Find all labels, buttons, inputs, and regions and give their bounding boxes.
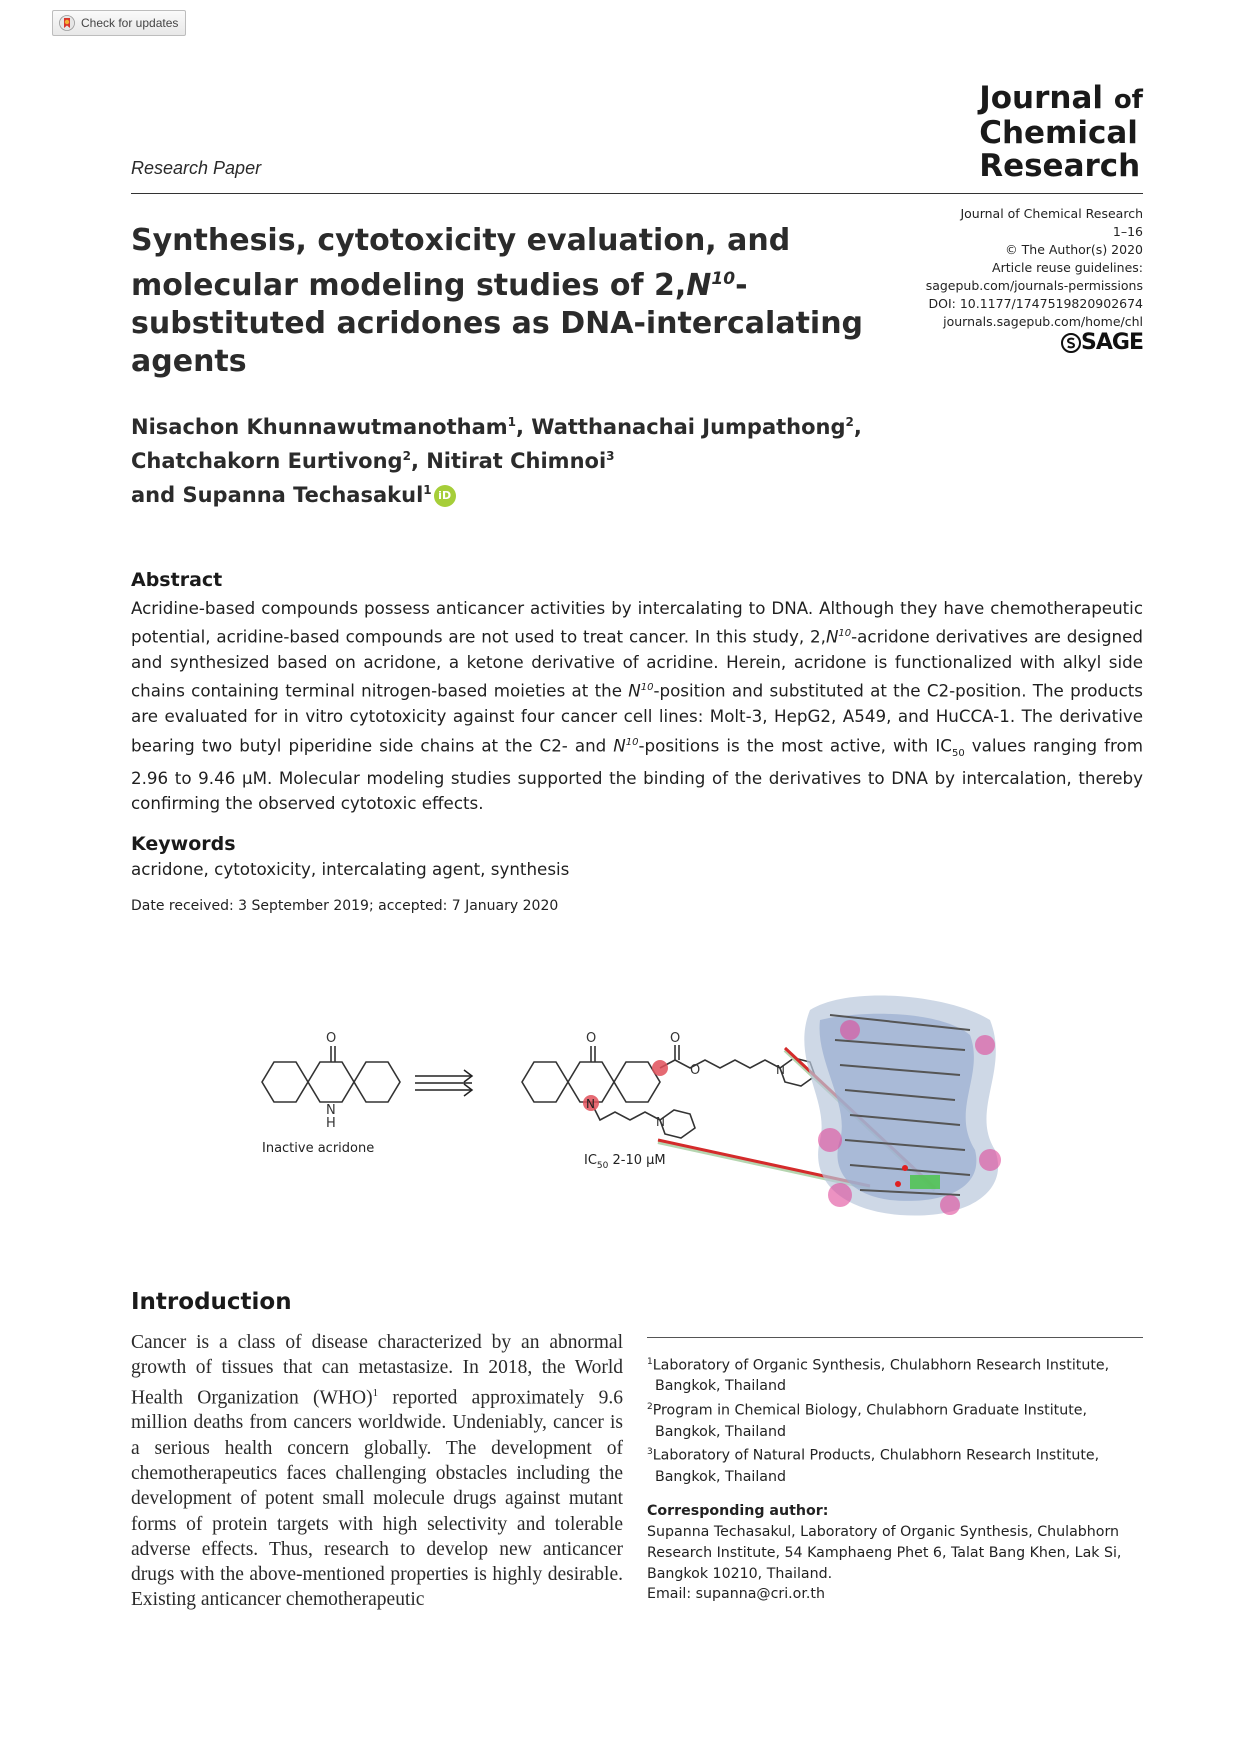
n-italic: N [825, 626, 839, 647]
check-for-updates-button[interactable] [52, 10, 186, 36]
reaction-arrows [415, 1070, 472, 1096]
sage-s-icon [1061, 333, 1081, 353]
header-rule [131, 193, 1143, 194]
abstract-body [131, 596, 1143, 816]
ester-o-label: O [670, 1031, 681, 1046]
meta-doi-link[interactable]: DOI: 10.1177/1747519820902674 [928, 296, 1143, 311]
abstract-text: -positions is the most active, with IC [638, 735, 952, 756]
meta-copyright: © The Author(s) 2020 [1005, 242, 1143, 257]
affiliation-item [647, 1352, 1143, 1397]
intro-text: Cancer is a class of disease characterized by an abnormal growth of tissues that can metastasize. In 2018, the World Health Organization (WHO) [131, 1332, 623, 1409]
abstract-text: values ranging from 2.96 to 9.46 μM. Molecular modeling studies supported the binding of the derivatives to DNA by intercalation, thereby confirming the observed cytotoxic effects. [131, 735, 1143, 814]
affiliation-item [647, 1442, 1143, 1487]
dates-received: Date received: 3 September 2019; accepted: 7 January 2020 [131, 898, 559, 914]
acridone-structure [262, 1046, 400, 1102]
article-title [131, 222, 931, 381]
affiliation-num: 3 [647, 1447, 653, 1458]
abstract-text: -acridone derivatives are designed and synthesized based on acridone, a ketone derivative of acridine. Herein, acridone is functionalized with alkyl side chains containing terminal nitrogen-based moieties at the [131, 626, 1143, 702]
affiliation-text: Program in Chemical Biology, Chulabhorn Graduate Institute, Bangkok, Thailand [652, 1402, 1088, 1440]
ester-o2-label: O [690, 1063, 701, 1078]
author-name[interactable]: Chatchakorn Eurtivong [131, 449, 403, 473]
author-affiliation: 3 [606, 449, 615, 463]
graphical-abstract-figure [250, 990, 1025, 1230]
product-o-label: O [586, 1031, 597, 1046]
author-name[interactable]: Nitirat Chimnoi [426, 449, 607, 473]
graphical-abstract [250, 990, 1025, 1230]
ic50-label: $IC_{50}$ 2-10 μM [584, 1153, 666, 1171]
corresponding-address: Supanna Techasakul, Laboratory of Organic Synthesis, Chulabhorn Research Institute, 54 Kamphaeng Phet 6, Talat Bang Khen, Lak Si, Bangkok 10210, Thailand. [647, 1524, 1122, 1582]
crossmark-icon [59, 15, 75, 31]
title-part1: Synthesis, cytotoxicity evaluation, and molecular modeling studies of 2, [131, 223, 791, 303]
n-italic: N [628, 681, 641, 702]
citation-ref[interactable]: 1 [372, 1386, 379, 1399]
piperidine-n2-label: N [656, 1115, 665, 1129]
affiliation-text: Laboratory of Natural Products, Chulabhorn Research Institute, Bangkok, Thailand [652, 1448, 1100, 1485]
sage-label: SAGE [1081, 330, 1143, 355]
article-meta [926, 205, 1143, 331]
meta-reuse-link[interactable]: sagepub.com/journals-permissions [925, 278, 1143, 293]
piperidine-n-label: N [776, 1063, 785, 1077]
acridone-o-label: O [326, 1031, 337, 1046]
n-italic: N [613, 735, 626, 756]
affiliation-num: 2 [647, 1402, 653, 1413]
author-name[interactable]: Supanna Techasakul [182, 483, 424, 507]
corresponding-heading: Corresponding author: [647, 1503, 829, 1520]
ic50-sub: 50 [951, 747, 965, 759]
logo-line3: Research [979, 148, 1141, 184]
acridone-h-label: H [326, 1116, 336, 1131]
logo-line1-suffix: of [1113, 85, 1143, 115]
affiliation-text: Laboratory of Organic Synthesis, Chulabhorn Research Institute, Bangkok, Thailand [652, 1357, 1110, 1395]
author-name[interactable]: Nisachon Khunnawutmanotham [131, 415, 508, 439]
orcid-icon[interactable]: iD [434, 485, 456, 507]
journal-logo [979, 82, 1143, 183]
author-affiliation: 2 [402, 449, 411, 463]
logo-line1: Journal [979, 80, 1104, 116]
keywords-text: acridone, cytotoxicity, intercalating agent, synthesis [131, 859, 570, 879]
corresponding-email[interactable]: Email: supanna@cri.or.th [647, 1586, 825, 1603]
check-for-updates-label: Check for updates [81, 16, 179, 30]
title-part2: -substituted acridones as DNA-intercalating agents [131, 268, 864, 379]
n-sup: 10 [625, 736, 639, 748]
authors-and: and [131, 483, 176, 507]
dna-model [804, 996, 1001, 1216]
title-italic: N [686, 268, 712, 303]
meta-reuse-label: Article reuse guidelines: [992, 260, 1143, 275]
acridone-n-label: N [326, 1103, 336, 1118]
inactive-acridone-label: Inactive acridone [262, 1141, 375, 1156]
footnote-rule [647, 1337, 1143, 1338]
section-label: Research Paper [131, 158, 262, 178]
abstract-text: -position and substituted at the C2-position. The products are evaluated for in vitro cytotoxicity against four cancer cell lines: Molt-3, HepG2, A549, and HuCCA-1. The derivative bearing two butyl piperidine side chains at the C2- and [131, 681, 1143, 756]
introduction-heading: Introduction [131, 1289, 292, 1315]
abstract-heading: Abstract [131, 569, 223, 591]
author-name[interactable]: Watthanachai Jumpathong [531, 415, 846, 439]
intro-text: reported approximately 9.6 million deaths from cancers worldwide. Undeniably, cancer is a serious health concern globally. The development of chemotherapeutics faces challenging obstacles including the development of potent small molecule drugs against mutant forms of protein targets with high selectivity and tolerable adverse effects. Thus, research to develop new anticancer drugs with the above-mentioned properties is highly desirable. Existing anticancer chemotherapeutic [131, 1387, 623, 1611]
introduction-body [131, 1330, 623, 1613]
affiliation-num: 1 [647, 1357, 653, 1367]
sage-logo [1061, 330, 1143, 355]
n-sup: 10 [640, 682, 654, 694]
meta-journal: Journal of Chemical Research [960, 206, 1143, 221]
author-list: Nisachon Khunnawutmanotham$^1$, Watthanachai Jumpathong$^2$, Chatchakorn Eurtivong$^2$, Nitirat Chimnoi$^3$ and Supanna Techasakul$^1$ iD [131, 415, 862, 507]
title-superscript: 10 [711, 269, 736, 289]
product-n-label: N [586, 1097, 595, 1111]
product-structure [522, 1045, 815, 1138]
logo-line2: Chemical [979, 115, 1138, 151]
keywords-heading: Keywords [131, 833, 236, 855]
abstract-text: Acridine-based compounds possess anticancer activities by intercalating to DNA. Although they have chemotherapeutic potential, acridine-based compounds are not used to treat cancer. In this study, 2, [131, 598, 1143, 647]
n-sup: 10 [838, 628, 852, 640]
affiliations [647, 1352, 1143, 1605]
affiliation-item [647, 1397, 1143, 1442]
meta-pages: 1–16 [1112, 224, 1143, 239]
author-affiliation: 1 [423, 483, 432, 497]
author-affiliation: 1 [507, 415, 516, 429]
author-affiliation: 2 [845, 415, 854, 429]
meta-home-link[interactable]: journals.sagepub.com/home/chl [943, 314, 1143, 329]
